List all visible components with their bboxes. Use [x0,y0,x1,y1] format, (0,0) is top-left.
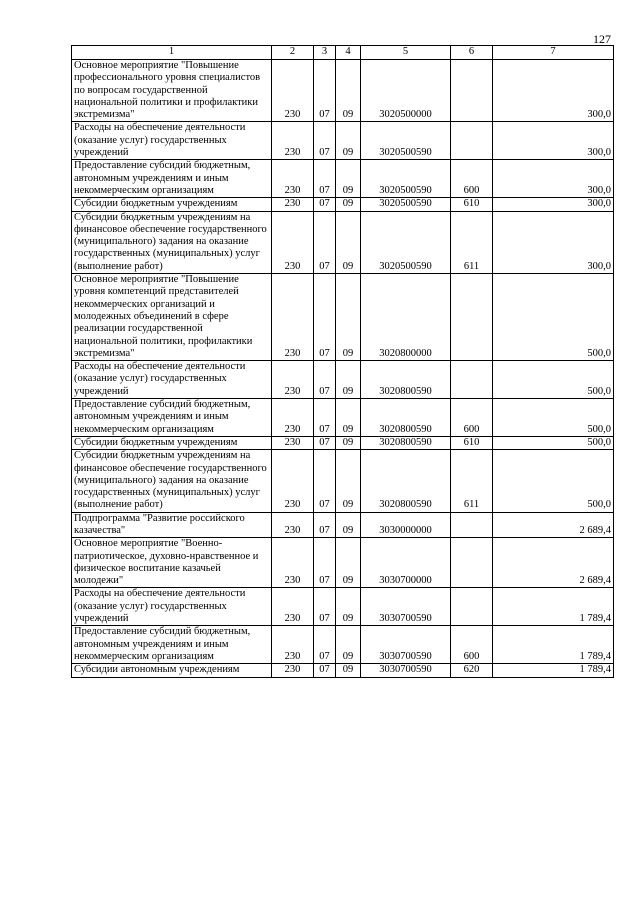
row-vr-cell: 611 [451,211,493,273]
header-cell: 1 [72,46,272,60]
row-section-cell: 07 [314,274,336,361]
row-code-cell: 230 [272,538,314,588]
row-name-cell: Расходы на обеспечение деятельности (оказание услуг) государственных учреждений [72,122,272,160]
table-row [72,198,614,211]
row-section-cell: 07 [314,211,336,273]
row-name-cell: Предоставление субсидий бюджетным, автономным учреждениям и иным некоммерческим организациям [72,160,272,198]
table-row [72,538,614,588]
row-name-cell: Субсидии бюджетным учреждениям [72,436,272,449]
row-code-cell: 230 [272,122,314,160]
row-sum-cell: 2 689,4 [493,512,614,538]
row-vr-cell: 611 [451,450,493,512]
table-row [72,626,614,664]
row-vr-cell [451,122,493,160]
row-code-cell: 230 [272,361,314,399]
row-sum-cell: 300,0 [493,211,614,273]
row-subsection-cell: 09 [336,122,361,160]
row-vr-cell [451,60,493,122]
row-sum-cell: 1 789,4 [493,664,614,677]
row-name-cell: Основное мероприятие "Повышение профессионального уровня специалистов по вопросам государственной национальной политики и профилактики экстремизма" [72,60,272,122]
row-sum-cell: 1 789,4 [493,626,614,664]
table-body [72,46,614,678]
row-csr-cell: 3030000000 [361,512,451,538]
row-sum-cell: 500,0 [493,274,614,361]
row-name-cell: Субсидии бюджетным учреждениям на финансовое обеспечение государственного (муниципального) задания на оказание государственных (муниципальных) услуг (выполнение работ) [72,211,272,273]
row-code-cell: 230 [272,664,314,677]
row-code-cell: 230 [272,274,314,361]
row-sum-cell: 300,0 [493,122,614,160]
row-subsection-cell: 09 [336,211,361,273]
row-vr-cell: 610 [451,198,493,211]
row-csr-cell: 3020500000 [361,60,451,122]
row-vr-cell: 600 [451,399,493,437]
table-row [72,274,614,361]
row-name-cell: Субсидии бюджетным учреждениям на финансовое обеспечение государственного (муниципального) задания на оказание государственных (муниципальных) услуг (выполнение работ) [72,450,272,512]
header-cell: 4 [336,46,361,60]
row-name-cell: Основное мероприятие "Повышение уровня компетенций представителей некоммерческих организаций и молодежных объединений в сфере реализации государственной национальной политики, профилактики экстремизма" [72,274,272,361]
table-row [72,450,614,512]
row-vr-cell [451,274,493,361]
row-subsection-cell: 09 [336,361,361,399]
row-csr-cell: 3020800590 [361,361,451,399]
row-subsection-cell: 09 [336,60,361,122]
row-code-cell: 230 [272,160,314,198]
header-cell: 6 [451,46,493,60]
row-subsection-cell: 09 [336,538,361,588]
table-row [72,399,614,437]
row-code-cell: 230 [272,211,314,273]
row-vr-cell [451,538,493,588]
row-subsection-cell: 09 [336,198,361,211]
row-section-cell: 07 [314,60,336,122]
row-section-cell: 07 [314,626,336,664]
row-section-cell: 07 [314,450,336,512]
row-vr-cell: 610 [451,436,493,449]
row-csr-cell: 3020500590 [361,160,451,198]
table-header-row [72,46,614,60]
row-code-cell: 230 [272,450,314,512]
row-name-cell: Основное мероприятие "Военно-патриотическое, духовно-нравственное и физическое воспитание казачьей молодежи" [72,538,272,588]
row-csr-cell: 3020800000 [361,274,451,361]
row-vr-cell: 620 [451,664,493,677]
row-sum-cell: 300,0 [493,60,614,122]
row-csr-cell: 3030700590 [361,626,451,664]
row-subsection-cell: 09 [336,626,361,664]
row-sum-cell: 500,0 [493,399,614,437]
header-cell: 2 [272,46,314,60]
table-row [72,588,614,626]
table-row [72,60,614,122]
row-subsection-cell: 09 [336,588,361,626]
row-code-cell: 230 [272,512,314,538]
row-subsection-cell: 09 [336,274,361,361]
row-vr-cell [451,512,493,538]
row-section-cell: 07 [314,122,336,160]
row-section-cell: 07 [314,198,336,211]
row-section-cell: 07 [314,512,336,538]
budget-table [71,45,614,678]
row-name-cell: Предоставление субсидий бюджетным, автономным учреждениям и иным некоммерческим организациям [72,626,272,664]
row-sum-cell: 500,0 [493,436,614,449]
row-subsection-cell: 09 [336,450,361,512]
row-sum-cell: 500,0 [493,450,614,512]
row-name-cell: Предоставление субсидий бюджетным, автономным учреждениям и иным некоммерческим организациям [72,399,272,437]
row-subsection-cell: 09 [336,436,361,449]
row-subsection-cell: 09 [336,512,361,538]
row-vr-cell: 600 [451,626,493,664]
table-row [72,436,614,449]
row-vr-cell [451,361,493,399]
row-name-cell: Субсидии бюджетным учреждениям [72,198,272,211]
row-sum-cell: 500,0 [493,361,614,399]
row-subsection-cell: 09 [336,664,361,677]
header-cell: 3 [314,46,336,60]
row-csr-cell: 3020500590 [361,198,451,211]
row-sum-cell: 300,0 [493,198,614,211]
row-section-cell: 07 [314,588,336,626]
row-name-cell: Подпрограмма "Развитие российского казачества" [72,512,272,538]
row-csr-cell: 3020800590 [361,399,451,437]
table-row [72,361,614,399]
row-vr-cell: 600 [451,160,493,198]
row-code-cell: 230 [272,399,314,437]
row-section-cell: 07 [314,361,336,399]
table-row [72,160,614,198]
row-csr-cell: 3020800590 [361,450,451,512]
row-section-cell: 07 [314,538,336,588]
table-row [72,664,614,677]
row-code-cell: 230 [272,60,314,122]
row-code-cell: 230 [272,436,314,449]
row-csr-cell: 3020500590 [361,211,451,273]
row-csr-cell: 3020800590 [361,436,451,449]
row-csr-cell: 3020500590 [361,122,451,160]
row-name-cell: Расходы на обеспечение деятельности (оказание услуг) государственных учреждений [72,588,272,626]
row-sum-cell: 2 689,4 [493,538,614,588]
row-csr-cell: 3030700590 [361,588,451,626]
row-section-cell: 07 [314,160,336,198]
table-row [72,211,614,273]
table-row [72,122,614,160]
row-sum-cell: 1 789,4 [493,588,614,626]
row-section-cell: 07 [314,399,336,437]
row-section-cell: 07 [314,664,336,677]
row-vr-cell [451,588,493,626]
header-cell: 5 [361,46,451,60]
table-row [72,512,614,538]
row-name-cell: Субсидии автономным учреждениям [72,664,272,677]
row-csr-cell: 3030700590 [361,664,451,677]
row-name-cell: Расходы на обеспечение деятельности (оказание услуг) государственных учреждений [72,361,272,399]
row-code-cell: 230 [272,198,314,211]
header-cell: 7 [493,46,614,60]
row-section-cell: 07 [314,436,336,449]
row-subsection-cell: 09 [336,160,361,198]
row-subsection-cell: 09 [336,399,361,437]
page-number: 127 [593,32,611,46]
row-code-cell: 230 [272,626,314,664]
row-sum-cell: 300,0 [493,160,614,198]
row-code-cell: 230 [272,588,314,626]
row-csr-cell: 3030700000 [361,538,451,588]
